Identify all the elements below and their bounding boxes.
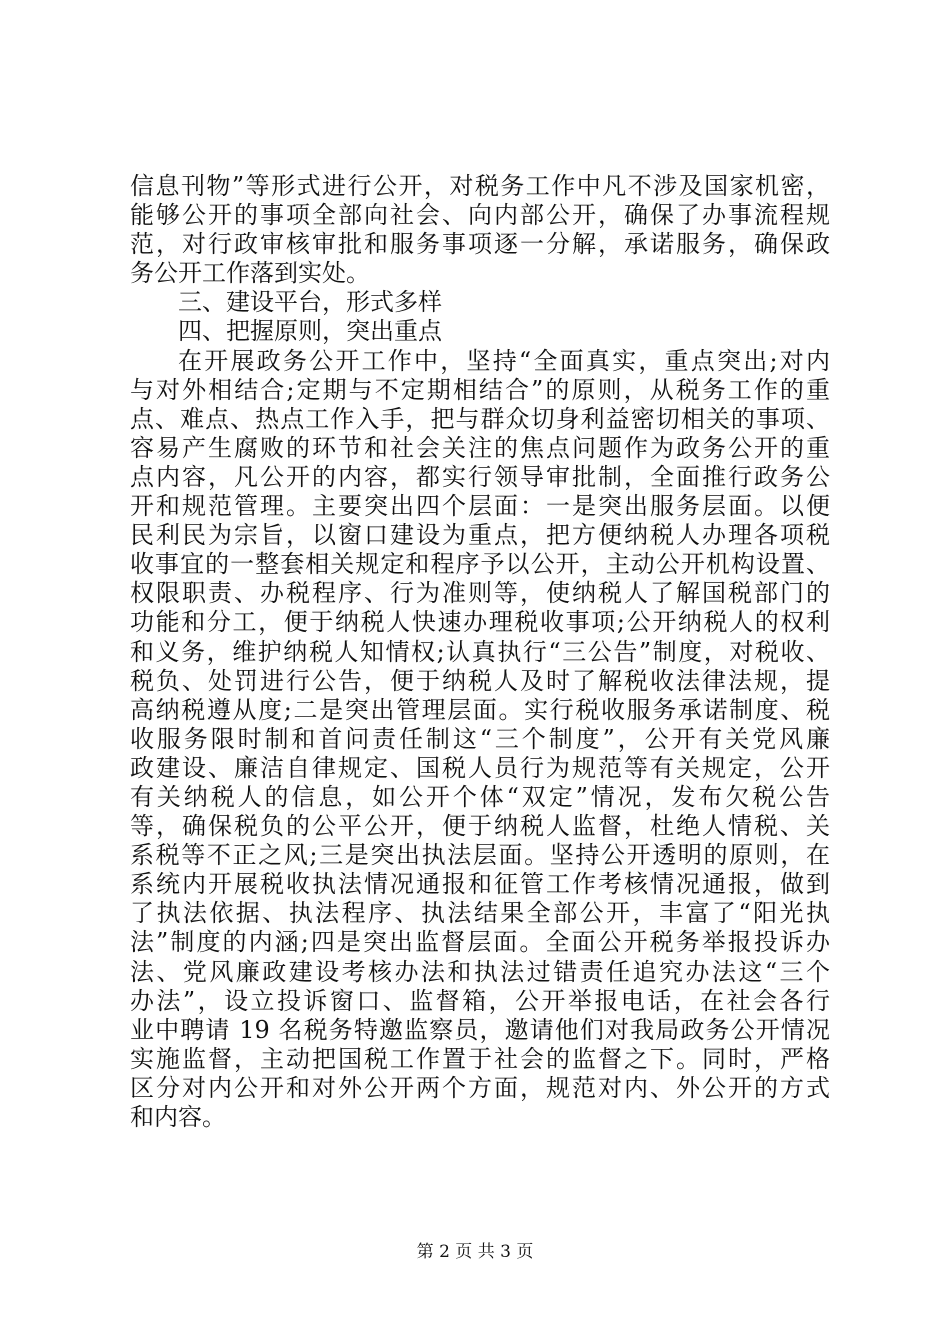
paragraph-line: 和内容。 <box>130 1103 226 1131</box>
paragraph-line: 能够公开的事项全部向社会、向内部公开，确保了办事流程规 <box>130 201 830 230</box>
paragraph-line: 等，确保税负的公平公开，便于纳税人监督，杜绝人情税、关 <box>130 812 830 841</box>
paragraph-line: 实施监督，主动把国税工作置于社会的监督之下。同时，严格 <box>130 1044 830 1073</box>
paragraph-line: 系统内开展税收执法情况通报和征管工作考核情况通报，做到 <box>130 870 830 899</box>
paragraph-line: 功能和分工，便于纳税人快速办理税收事项;公开纳税人的权利 <box>130 608 830 637</box>
paragraph-line: 点、难点、热点工作入手，把与群众切身利益密切相关的事项、 <box>130 404 830 433</box>
paragraph-line: 务公开工作落到实处。 <box>130 259 370 288</box>
paragraph-line: 开和规范管理。主要突出四个层面：一是突出服务层面。以便 <box>130 492 830 521</box>
paragraph-line: 范，对行政审核审批和服务事项逐一分解，承诺服务，确保政 <box>130 230 830 259</box>
paragraph-line: 收事宜的一整套相关规定和程序予以公开，主动公开机构设置、 <box>130 550 830 579</box>
paragraph-line: 收服务限时制和首问责任制这“三个制度”，公开有关党风廉 <box>130 724 830 753</box>
paragraph-line: 高纳税遵从度;二是突出管理层面。实行税收服务承诺制度、税 <box>130 695 830 724</box>
paragraph-line: 权限职责、办税程序、行为准则等，使纳税人了解国税部门的 <box>130 579 830 608</box>
section-heading: 三、建设平台，形式多样 <box>178 288 442 317</box>
paragraph-line: 法”制度的内涵;四是突出监督层面。全面公开税务举报投诉办 <box>130 928 830 957</box>
paragraph-line: 民利民为宗旨，以窗口建设为重点，把方便纳税人办理各项税 <box>130 521 830 550</box>
section-heading: 四、把握原则，突出重点 <box>178 317 442 346</box>
paragraph-line: 区分对内公开和对外公开两个方面，规范对内、外公开的方式 <box>130 1073 830 1102</box>
paragraph-line: 税负、处罚进行公告，便于纳税人及时了解税收法律法规，提 <box>130 666 830 695</box>
document-body <box>130 172 830 1132</box>
paragraph-line: 业中聘请 19 名税务特邀监察员，邀请他们对我局政务公开情况 <box>130 1015 830 1044</box>
paragraph-line: 和义务，维护纳税人知情权;认真执行“三公告”制度，对税收、 <box>130 637 830 666</box>
paragraph-line: 信息刊物”等形式进行公开，对税务工作中凡不涉及国家机密， <box>130 172 830 200</box>
page-footer: 第 2 页 共 3 页 <box>416 1242 534 1262</box>
paragraph-line: 点内容，凡公开的内容，都实行领导审批制，全面推行政务公 <box>130 462 830 491</box>
paragraph-line: 系税等不正之风;三是突出执法层面。坚持公开透明的原则，在 <box>130 841 830 870</box>
paragraph-line: 与对外相结合;定期与不定期相结合”的原则，从税务工作的重 <box>130 375 830 404</box>
paragraph-line: 办法”，设立投诉窗口、监督箱，公开举报电话，在社会各行 <box>130 986 830 1015</box>
paragraph-line: 有关纳税人的信息，如公开个体“双定”情况，发布欠税公告 <box>130 782 830 811</box>
paragraph-line: 政建设、廉洁自律规定、国税人员行为规范等有关规定，公开 <box>130 753 830 782</box>
paragraph-line: 了执法依据、执法程序、执法结果全部公开，丰富了“阳光执 <box>130 899 830 928</box>
paragraph-line: 容易产生腐败的环节和社会关注的焦点问题作为政务公开的重 <box>130 433 830 462</box>
paragraph-line: 法、党风廉政建设考核办法和执法过错责任追究办法这“三个 <box>130 957 830 986</box>
paragraph-line: 在开展政务公开工作中，坚持“全面真实，重点突出;对内 <box>178 346 830 375</box>
